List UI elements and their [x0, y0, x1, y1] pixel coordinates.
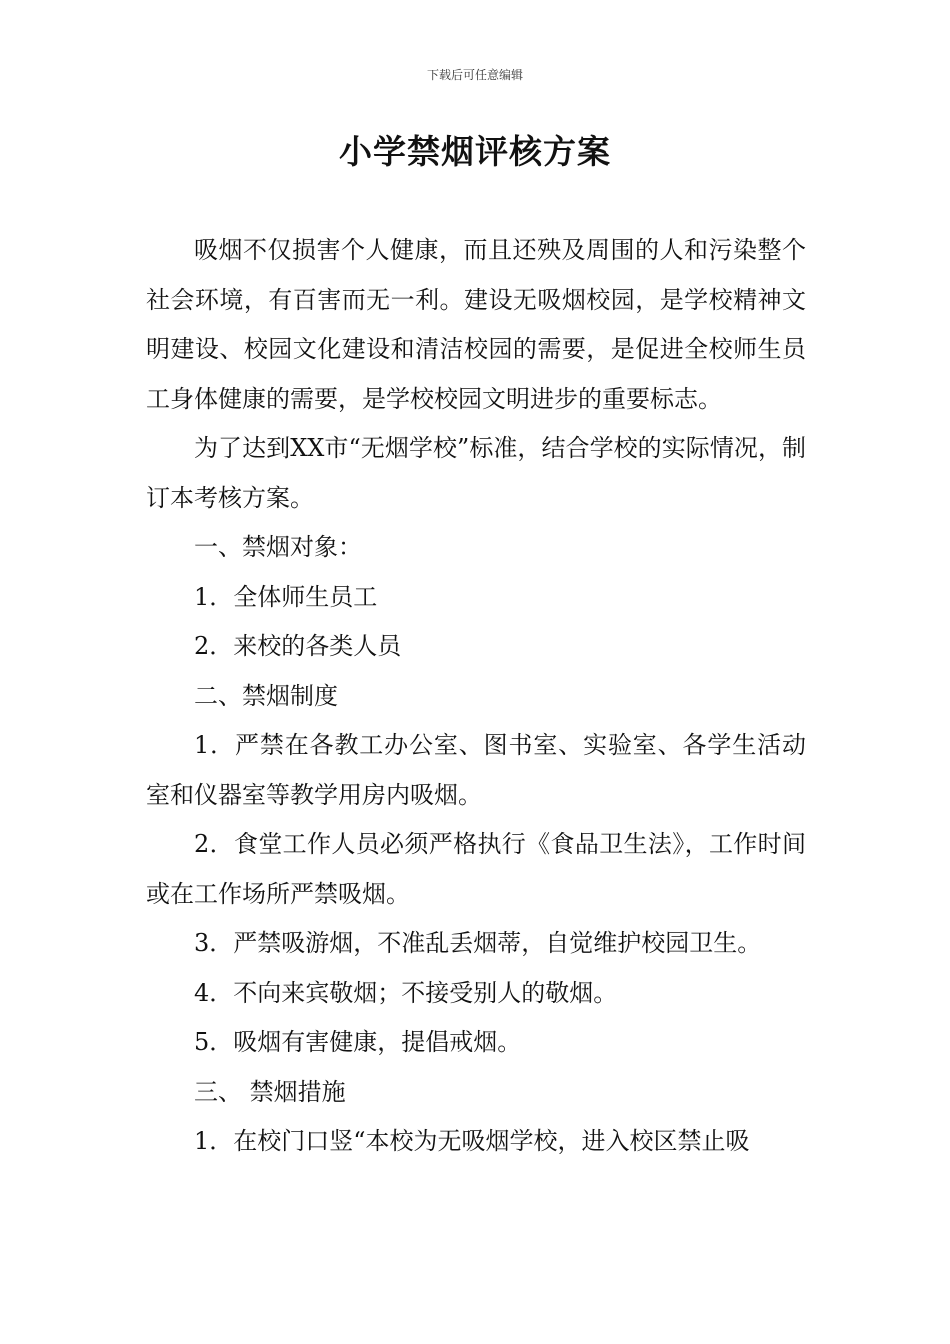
- paragraph-purpose: 为了达到XX市“无烟学校”标准，结合学校的实际情况，制订本考核方案。: [146, 434, 806, 512]
- list-item: 5．吸烟有害健康，提倡戒烟。: [194, 1028, 522, 1056]
- section-heading-targets: 一、禁烟对象：: [194, 533, 362, 561]
- section-heading-measures: 三、 禁烟措施: [194, 1077, 346, 1106]
- list-item: 1．严禁在各教工办公室、图书室、实验室、各学生活动室和仪器室等教学用房内吸烟。: [146, 731, 806, 809]
- list-item: 3．严禁吸游烟，不准乱丢烟蒂，自觉维护校园卫生。: [194, 929, 762, 957]
- list-item: 2．食堂工作人员必须严格执行《食品卫生法》，工作时间或在工作场所严禁吸烟。: [146, 830, 806, 908]
- document-title: 小学禁烟评核方案: [339, 132, 611, 171]
- list-item: 1．全体师生员工: [194, 582, 378, 611]
- section-heading-rules: 二、禁烟制度: [194, 681, 338, 710]
- list-item: 1．在校门口竖“本校为无吸烟学校，进入校区禁止吸: [194, 1127, 750, 1155]
- list-item: 4．不向来宾敬烟；不接受别人的敬烟。: [194, 978, 618, 1007]
- document-body: [146, 226, 806, 1167]
- page-header-note: 下载后可任意编辑: [426, 68, 523, 82]
- paragraph-intro: 吸烟不仅损害个人健康，而且还殃及周围的人和污染整个社会环境，有百害而无一利。建设无吸烟校园，是学校精神文明建设、校园文化建设和清洁校园的需要，是促进全校师生员工身体健康的需要，是学校校园文明进步的重要标志。: [146, 236, 806, 413]
- list-item: 2．来校的各类人员: [194, 632, 402, 660]
